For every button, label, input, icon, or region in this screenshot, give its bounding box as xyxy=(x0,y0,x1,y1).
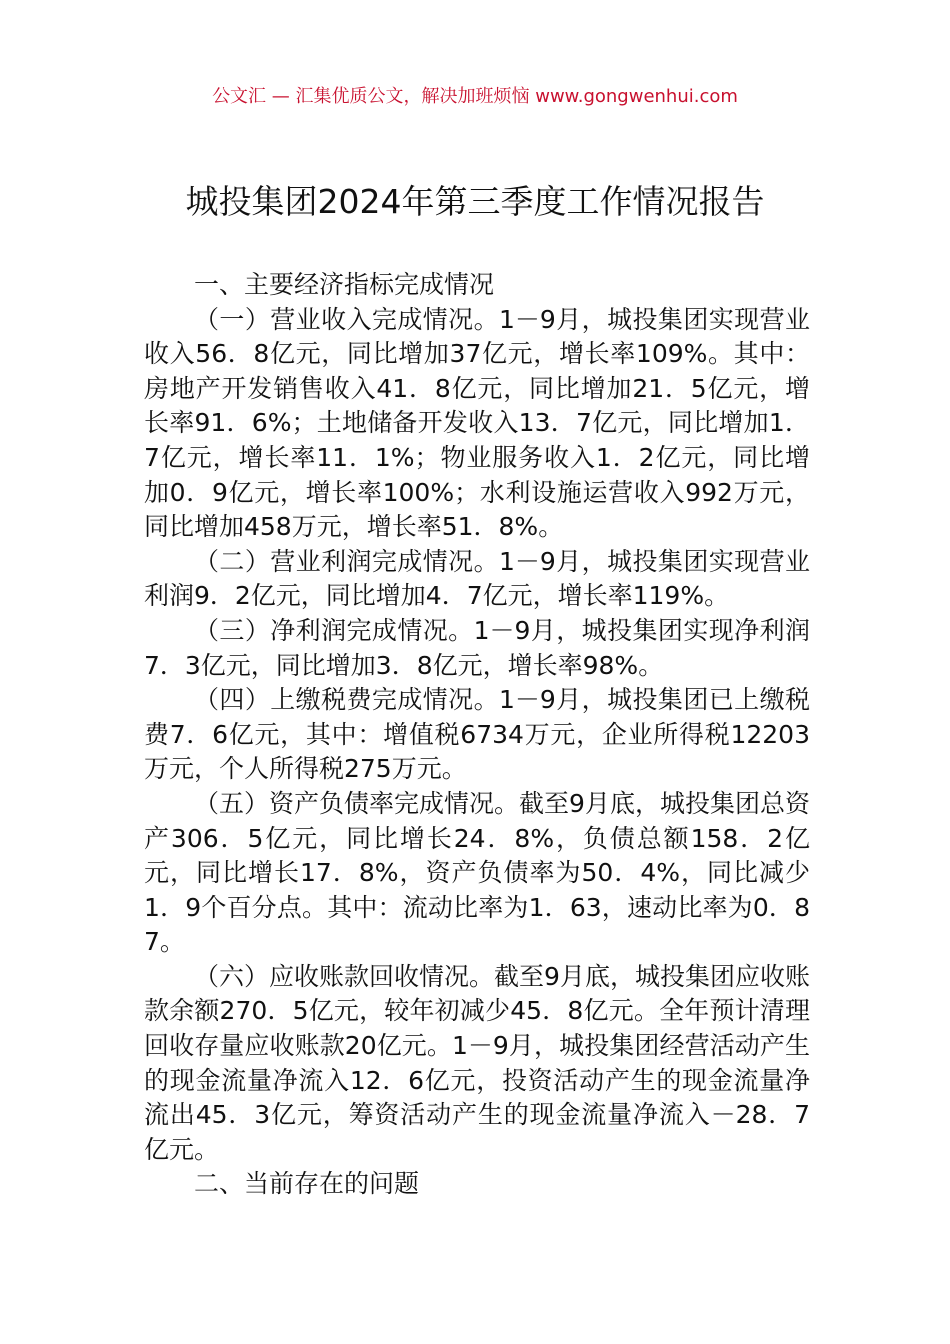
section-heading-2: 二、当前存在的问题 xyxy=(194,1169,420,1199)
paragraph-revenue: （一）营业收入完成情况。1－9月，城投集团实现营业收入56．8亿元，同比增加37亿元，增长率109%。其中：房地产开发销售收入41．8亿元，同比增加21．5亿元，增长率91．6%；土地储备开发收入13．7亿元，同比增加1．7亿元，增长率11．1%；物业服务收入1．2亿元，同比增加0．9亿元，增长率100%；水利设施运营收入992万元，同比增加458万元，增长率51．8%。 xyxy=(144,304,810,542)
paragraph-operating-profit: （二）营业利润完成情况。1－9月，城投集团实现营业利润9．2亿元，同比增加4．7亿元，增长率119%。 xyxy=(144,546,810,611)
paragraph-taxes: （四）上缴税费完成情况。1－9月，城投集团已上缴税费7．6亿元，其中：增值税6734万元，企业所得税12203万元，个人所得税275万元。 xyxy=(144,685,810,784)
paragraph-net-profit: （三）净利润完成情况。1－9月，城投集团实现净利润7．3亿元，同比增加3．8亿元，增长率98%。 xyxy=(144,615,810,680)
document-title: 城投集团2024年第三季度工作情况报告 xyxy=(185,182,765,221)
header-banner: 公文汇 — 汇集优质公文，解决加班烦恼 www.gongwenhui.com xyxy=(212,86,738,107)
paragraph-asset-liability: （五）资产负债率完成情况。截至9月底，城投集团总资产306．5亿元，同比增长24．8%，负债总额158．2亿元，同比增长17．8%，资产负债率为50．4%，同比减少1．9个百分点。其中：流动比率为1．63，速动比率为0．87。 xyxy=(144,788,810,957)
section-heading-1: 一、主要经济指标完成情况 xyxy=(194,270,495,299)
document-body xyxy=(144,268,810,1202)
paragraph-receivables: （六）应收账款回收情况。截至9月底，城投集团应收账款余额270．5亿元，较年初减少45．8亿元。全年预计清理回收存量应收账款20亿元。1－9月，城投集团经营活动产生的现金流量净流入12．6亿元，投资活动产生的现金流量净流出45．3亿元，筹资活动产生的现金流量净流入－28．7亿元。 xyxy=(144,961,810,1164)
